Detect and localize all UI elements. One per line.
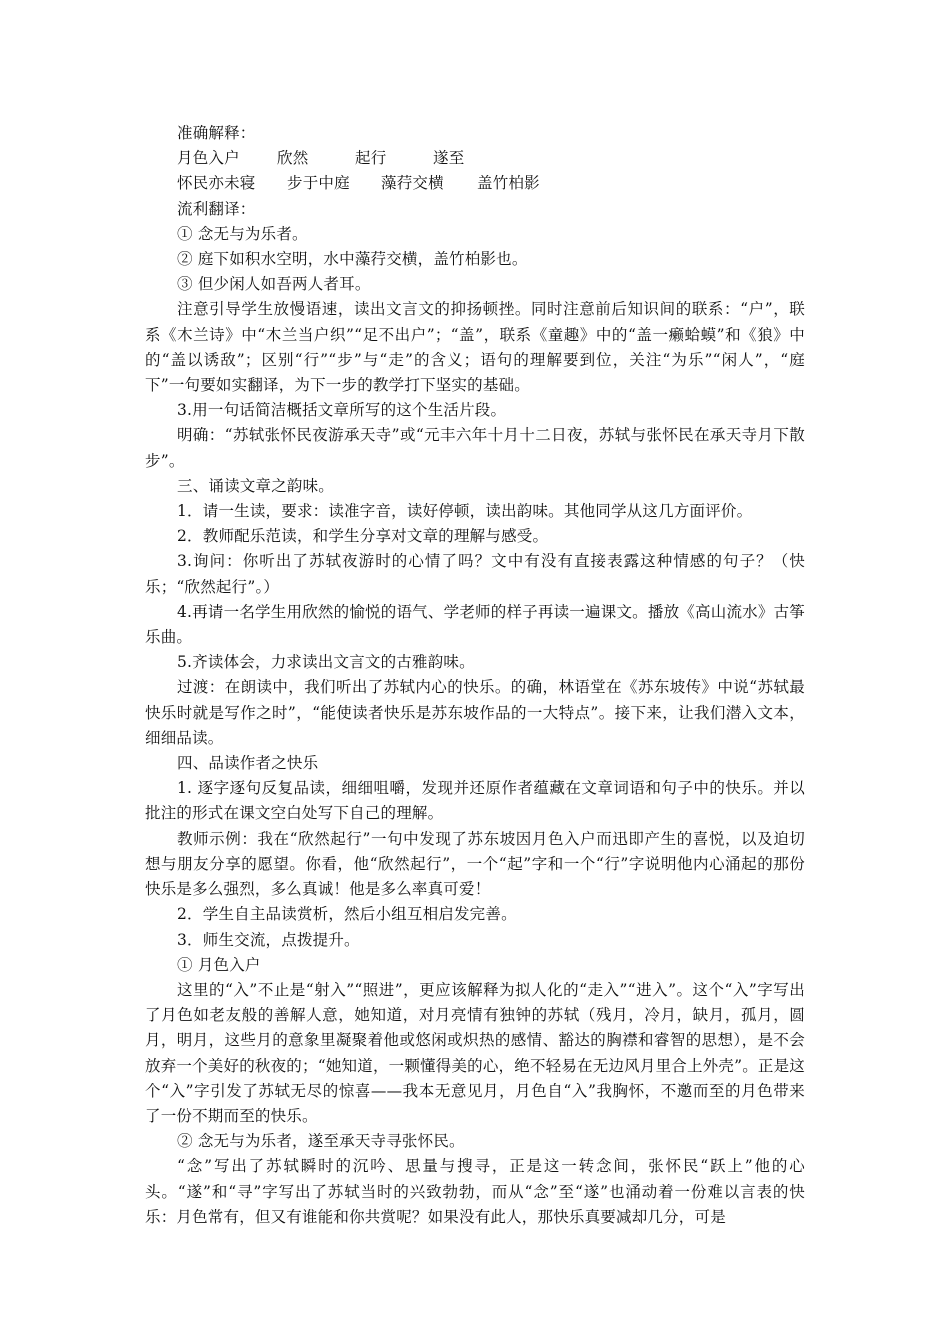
paragraph: ② 念无与为乐者，遂至承天寺寻张怀民。: [177, 1132, 465, 1151]
paragraph: 三、诵读文章之韵味。: [177, 476, 335, 495]
paragraph: “念”写出了苏轼瞬时的沉吟、思量与搜寻，正是这一转念间，张怀民“跃上”他的心头。“遂”和“寻”字写出了苏轼当时的兴致勃勃，而从“念”至“遂”也涌动着一份难以言表的快乐：月色常有，但又有谁能和你共赏呢？如果没有此人，那快乐真要减却几分，可是: [145, 1157, 805, 1226]
paragraph: ① 念无与为乐者。: [177, 224, 308, 243]
vocab-term: 起行: [355, 149, 387, 168]
paragraph: 教师示例：我在“欣然起行”一句中发现了苏东坡因月色入户而迅即产生的喜悦，以及迫切想与朋友分享的愿望。你看，他“欣然起行”，一个“起”字和一个“行”字说明他内心涌起的那份快乐是多么强烈，多么真诚！他是多么率真可爱！: [145, 829, 805, 899]
paragraph: 1. 逐字逐句反复品读，细细咀嚼，发现并还原作者蕴藏在文章词语和句子中的快乐。并以批注的形式在课文空白处写下自己的理解。: [145, 779, 805, 823]
paragraph: ② 庭下如积水空明，水中藻荇交横，盖竹柏影也。: [177, 250, 528, 269]
vocab-term: 藻荇交横: [381, 174, 444, 193]
paragraph: 2．教师配乐范读，和学生分享对文章的理解与感受。: [177, 527, 549, 546]
paragraph: 注意引导学生放慢语速，读出文言文的抑扬顿挫。同时注意前后知识间的联系：“户”，联系《木兰诗》中“木兰当户织”“足不出户”；“盖”，联系《童趣》中的“盖一癞蛤蟆”和《狼》中的“盖以诱敌”；区别“行”“步”与“走”的含义；语句的理解要到位，关注“为乐”“闲人”，“庭下”一句要如实翻译，为下一步的教学打下坚实的基础。: [145, 300, 805, 395]
paragraph-list: [145, 222, 805, 1230]
paragraph: ③ 但少闲人如吾两人者耳。: [177, 275, 371, 294]
vocab-term: 盖竹柏影: [477, 174, 540, 193]
vocab-term: 步于中庭: [287, 174, 350, 193]
vocabulary-row-2: [145, 171, 805, 196]
paragraph: 3．师生交流，点拨提升。: [177, 930, 360, 949]
paragraph: 5.齐读体会，力求读出文言文的古雅韵味。: [177, 653, 475, 672]
paragraph: 1．请一生读，要求：读准字音，读好停顿，读出韵味。其他同学从这几方面评价。: [177, 502, 753, 521]
paragraph: 2．学生自主品读赏析，然后小组互相启发完善。: [177, 905, 517, 924]
heading-accurate-explanation: 准确解释：: [177, 124, 256, 142]
paragraph: 明确：“苏轼张怀民夜游承天寺”或“元丰六年十月十二日夜，苏轼与张怀民在承天寺月下散步”。: [145, 426, 805, 470]
vocabulary-row-1: [145, 146, 805, 171]
paragraph: 3.询问：你听出了苏轼夜游时的心情了吗？文中有没有直接表露这种情感的句子？（快乐；“欣然起行”。）: [145, 552, 805, 596]
paragraph: ① 月色入户: [177, 955, 261, 974]
heading-fluent-translation: 流利翻译：: [177, 199, 256, 218]
paragraph: 3.用一句话简洁概括文章所写的这个生活片段。: [177, 401, 507, 420]
paragraph: 四、品读作者之快乐: [177, 754, 319, 773]
vocab-term: 月色入户: [177, 149, 240, 168]
vocab-term: 欣然: [277, 149, 309, 168]
document-body: [145, 121, 805, 1230]
paragraph: 4.再请一名学生用欣然的愉悦的语气、学老师的样子再读一遍课文。播放《高山流水》古筝乐曲。: [145, 602, 805, 647]
vocab-term: 怀民亦未寝: [177, 174, 256, 193]
paragraph: 过渡：在朗读中，我们听出了苏轼内心的快乐。的确，林语堂在《苏东坡传》中说“苏轼最快乐时就是写作之时”，“能使读者快乐是苏东坡作品的一大特点”。接下来，让我们潜入文本，细细品读。: [145, 678, 805, 747]
vocab-term: 遂至: [433, 149, 465, 168]
paragraph: 这里的“入”不止是“射入”“照进”，更应该解释为拟人化的“走入”“进入”。这个“入”字写出了月色如老友般的善解人意，她知道，对月亮情有独钟的苏轼（残月，冷月，缺月，孤月，圆月，明月，这些月的意象里凝聚着他或悠闲或炽热的感情、豁达的胸襟和睿智的思想），是不会放弃一个美好的秋夜的；“她知道，一颗懂得美的心，绝不轻易在无边风月里合上外壳”。正是这个“入”字引发了苏轼无尽的惊喜——我本无意见月，月色自“入”我胸怀，不邀而至的月色带来了一份不期而至的快乐。: [145, 980, 805, 1125]
